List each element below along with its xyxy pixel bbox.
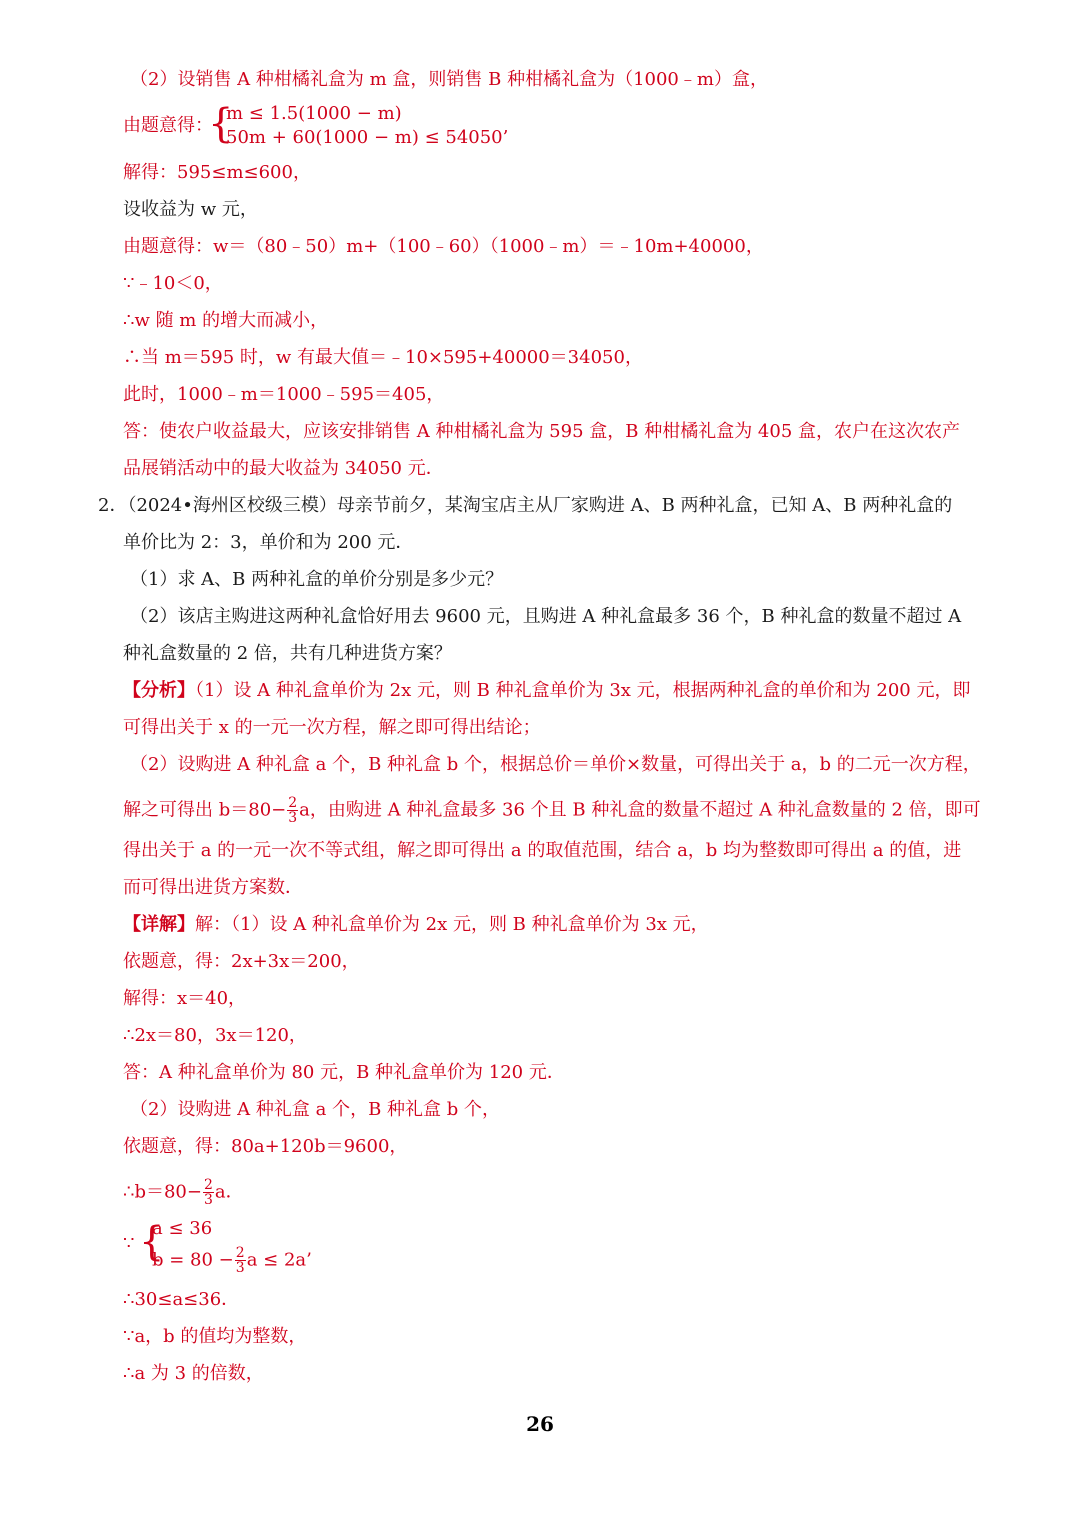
detail-line-8 [123,1178,244,1207]
question2-sub1: （1）求 A、B 两种礼盒的单价分别是多少元？ [130,569,504,590]
question2-sub2-b: 种礼盒数量的 2 倍，共有几种进货方案？ [123,643,452,664]
system2-row2-pre: b = 80 − [152,1249,234,1271]
therefore2-line: ∴当 m＝595 时，w 有最大值＝﹣10×595+40000＝34050， [123,347,643,368]
let-w-line: 设收益为 w 元， [123,199,258,220]
analysis-tag: 【分析】 [123,680,195,701]
analysis-2b-post: a，由购进 A 种礼盒最多 36 个且 B 种礼盒的数量不超过 A 种礼盒数量的 2 倍，即可 [299,799,981,821]
system1-brace: { [208,101,234,147]
system2-brace: { [139,1219,165,1265]
page-number: 26 [526,1412,554,1436]
analysis-line-2d: 而可得出进货方案数． [123,877,303,898]
therefore1-line: ∴w 随 m 的增大而减小， [123,310,329,331]
detail-line-7: 依题意，得：80a+120b＝9600， [123,1136,408,1157]
at-this-line: 此时，1000﹣m＝1000﹣595＝405， [123,384,445,405]
question2-line1: 2．（2024•海州区校级三模）母亲节前夕，某淘宝店主从厂家购进 A、B 两种礼盒，已知 A、B 两种礼盒的 [98,495,953,516]
fraction-two-thirds-c: $\frac{2}{3}$ [235,1245,245,1276]
part2-intro: （2）设销售 A 种柑橘礼盒为 m 盒，则销售 B 种柑橘礼盒为（1000﹣m）盒， [130,69,768,90]
system2-row2-post: a ≤ 2a’ [246,1249,312,1271]
question2-line2: 单价比为 2：3，单价和为 200 元． [123,532,414,553]
fraction-two-thirds: $\frac{2}{3}$ [288,795,298,826]
system2-row2 [152,1246,312,1275]
analysis-line-1a [123,679,970,703]
system1-label: 由题意得： [123,115,213,136]
system1-row2: 50m + 60(1000 − m) ≤ 54050’ [226,127,509,148]
detail-line-9: ∴30≤a≤36． [123,1289,240,1310]
analysis-2b-pre: 解之可得出 b＝80− [123,799,287,821]
question2-sub2-a: （2）该店主购进这两种礼盒恰好用去 9600 元，且购进 A 种礼盒最多 36 个，B 种礼盒的数量不超过 A [130,606,962,627]
detail-line-10: ∵a，b 的值均为整数， [123,1326,307,1347]
because1-line: ∵﹣10＜0， [123,273,223,294]
analysis-text-1a: （1）设 A 种礼盒单价为 2x 元，则 B 种礼盒单价为 3x 元，根据两种礼盒的单价和为 200 元，即 [195,680,971,701]
detail-line-5: 答：A 种礼盒单价为 80 元，B 种礼盒单价为 120 元． [123,1062,565,1083]
analysis-line-1b: 可得出关于 x 的一元一次方程，解之即可得出结论； [123,717,541,738]
system2-row1: a ≤ 36 [152,1218,213,1239]
detail-line-4: ∴2x＝80，3x＝120， [123,1025,307,1046]
detail-line-6: （2）设购进 A 种礼盒 a 个，B 种礼盒 b 个， [130,1099,500,1120]
system2-label: ∵ [123,1233,135,1254]
detail-8-pre: ∴b＝80− [123,1181,202,1203]
answer1-line-b: 品展销活动中的最大收益为 34050 元． [123,458,444,479]
detail-line-3: 解得：x＝40， [123,988,247,1009]
analysis-line-2a: （2）设购进 A 种礼盒 a 个，B 种礼盒 b 个，根据总价＝单价×数量，可得出关于 a，b 的二元一次方程， [130,754,981,775]
analysis-line-2b [123,796,981,825]
fraction-two-thirds-b: $\frac{2}{3}$ [203,1177,213,1208]
analysis-line-2c: 得出关于 a 的一元一次不等式组，解之即可得出 a 的取值范围，结合 a，b 均为整数即可得出 a 的值，进 [123,840,962,861]
detail-text-1: 解：（1）设 A 种礼盒单价为 2x 元，则 B 种礼盒单价为 3x 元， [195,914,709,935]
solve1-line: 解得：595≤m≤600， [123,162,311,183]
system1-row1: m ≤ 1.5(1000 − m) [226,103,402,124]
detail-line-2: 依题意，得：2x+3x＝200， [123,951,360,972]
detail-8-post: a． [214,1181,244,1203]
w-equation-line: 由题意得：w＝（80﹣50）m+（100﹣60）（1000﹣m）＝﹣10m+40000， [123,236,764,257]
detail-line-11: ∴a 为 3 的倍数， [123,1363,264,1384]
answer1-line-a: 答：使农户收益最大，应该安排销售 A 种柑橘礼盒为 595 盒，B 种柑橘礼盒为 405 盒，农户在这次农产 [123,421,960,442]
detail-tag: 【详解】 [123,914,195,935]
detail-line-1 [123,913,709,937]
